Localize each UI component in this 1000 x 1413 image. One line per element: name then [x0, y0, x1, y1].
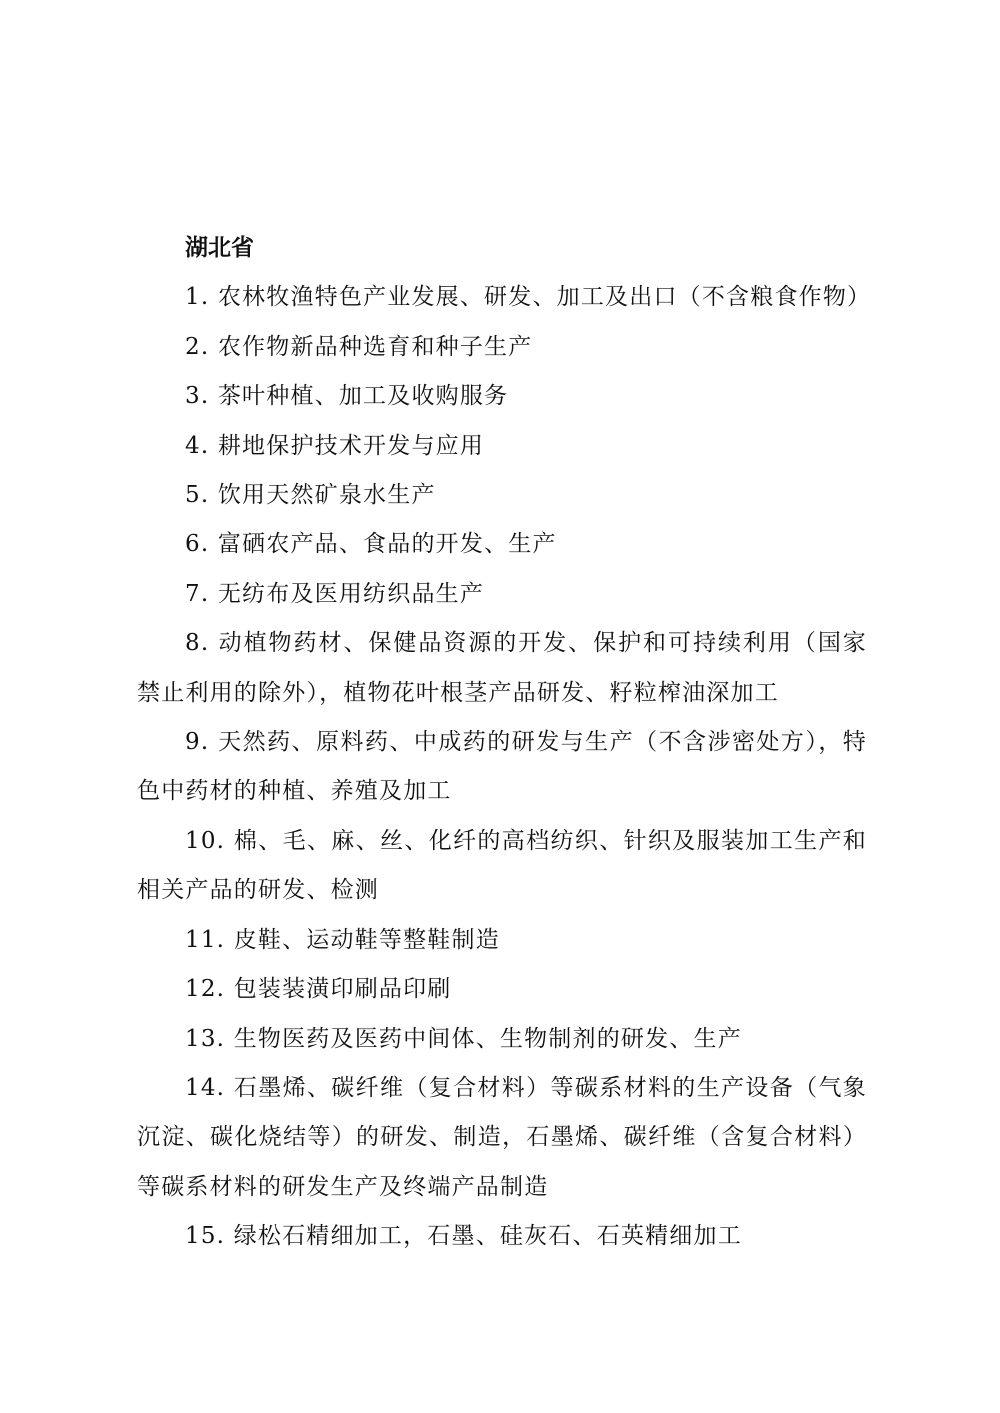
list-item-9: 9. 天然药、原料药、中成药的研发与生产（不含涉密处方），特色中药材的种植、养殖及加工	[137, 729, 867, 805]
section-heading: 湖北省	[185, 235, 254, 261]
list-item-7: 7. 无纺布及医用纺织品生产	[185, 580, 485, 607]
list-item-8: 8. 动植物药材、保健品资源的开发、保护和可持续利用（国家禁止利用的除外），植物花叶根茎产品研发、籽粒榨油深加工	[137, 630, 867, 706]
list-item-2: 2. 农作物新品种选育和种子生产	[185, 333, 533, 360]
section-hubei	[137, 224, 872, 1262]
list-item-13: 13. 生物医药及医药中间体、生物制剂的研发、生产	[185, 1025, 742, 1052]
list-item-11: 11. 皮鞋、运动鞋等整鞋制造	[185, 926, 500, 953]
list-item-6: 6. 富硒农产品、食品的开发、生产	[185, 531, 557, 558]
list-item-12: 12. 包装装潢印刷品印刷	[185, 976, 452, 1003]
list-item-5: 5. 饮用天然矿泉水生产	[185, 482, 436, 509]
list-item-3: 3. 茶叶种植、加工及收购服务	[185, 383, 509, 410]
list-item-14: 14. 石墨烯、碳纤维（复合材料）等碳系材料的生产设备（气象沉淀、碳化烧结等）的研发、制造，石墨烯、碳纤维（含复合材料）等碳系材料的研发生产及终端产品制造	[137, 1074, 867, 1200]
list-item-10: 10. 棉、毛、麻、丝、化纤的高档纺织、针织及服装加工生产和相关产品的研发、检测	[137, 827, 867, 904]
list-item-15: 15. 绿松石精细加工，石墨、硅灰石、石英精细加工	[185, 1223, 742, 1250]
list-item-4: 4. 耕地保护技术开发与应用	[185, 432, 485, 459]
list-item-1: 1. 农林牧渔特色产业发展、研发、加工及出口（不含粮食作物）	[185, 284, 872, 311]
